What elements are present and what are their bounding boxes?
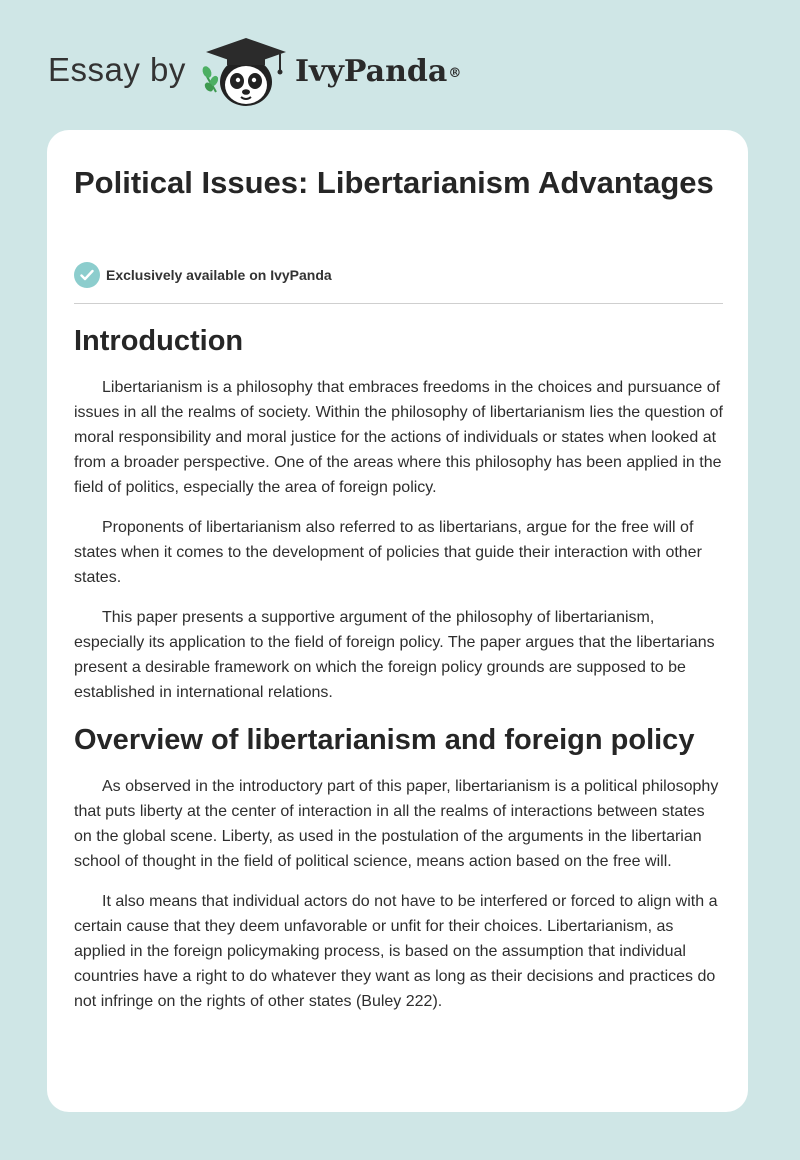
panda-logo-icon[interactable] [200, 34, 292, 110]
article-body [74, 320, 724, 1014]
badge-label: Exclusively available on IvyPanda [106, 267, 332, 283]
registered-mark: ® [448, 66, 462, 81]
section-heading-introduction: Introduction [74, 325, 244, 357]
brand-text: IvyPanda [295, 54, 448, 89]
paragraph: Libertarianism is a philosophy that embraces freedoms in the choices and pursuance of issues in all the realms of society. Within the philosophy of libertarianism lies the question of moral responsibility and moral justice for the actions of individuals or states when looked at from a broader perspective. One of the areas where this philosophy has been applied in the field of politics, especially the area of foreign policy. [74, 379, 723, 496]
exclusive-badge [74, 262, 332, 288]
paragraph: This paper presents a supportive argument of the philosophy of libertarianism, especially its application to the field of foreign policy. The paper argues that the libertarians present a desirable framework on which the foreign policy grounds are supposed to be established in international relations. [74, 609, 715, 701]
check-icon [74, 262, 100, 288]
brand-name[interactable] [295, 52, 461, 92]
paragraph: As observed in the introductory part of this paper, libertarianism is a political philosophy that puts liberty at the center of interaction in all the realms of interactions between states on the global scene. Liberty, as used in the postulation of the arguments in the libertarian school of thought in the field of political science, means action based on the free will. [74, 778, 719, 870]
page-title: Political Issues: Libertarianism Advantages [74, 165, 714, 200]
essay-by-label: Essay by [48, 51, 186, 88]
section-heading-overview: Overview of libertarianism and foreign policy [74, 724, 695, 756]
divider [74, 303, 723, 304]
site-header [0, 0, 800, 130]
paragraph: It also means that individual actors do not have to be interfered or forced to align with a certain cause that they deem unfavorable or unfit for their choices. Libertarianism, as applied in the foreign policymaking process, is based on the assumption that individual countries have a right to do whatever they want as long as their decisions and practices do not infringe on the rights of other states (Buley 222). [74, 893, 718, 1010]
paragraph: Proponents of libertarianism also referred to as libertarians, argue for the free will of states when it comes to the development of policies that guide their interaction with other states. [74, 519, 702, 586]
article-card [47, 130, 748, 1112]
